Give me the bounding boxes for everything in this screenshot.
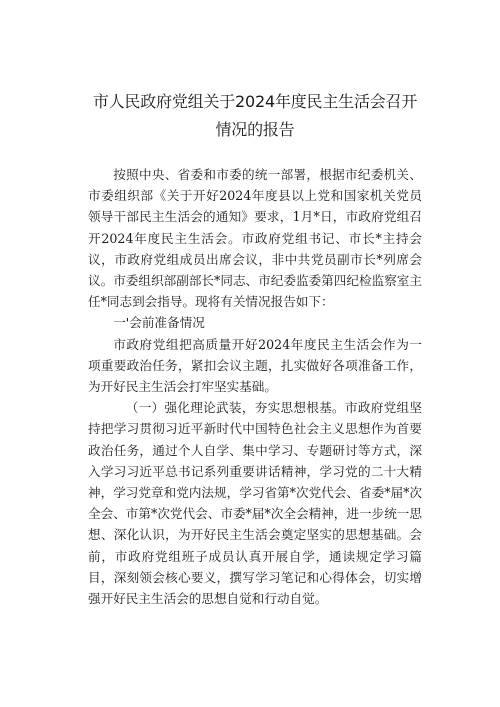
section-paragraph-preparation: 市政府党组把高质量开好2024年度民主生活会作为一项重要政治任务，紧扣会议主题，扎实做好各项准备工作，为开好民主生活会打牢坚实基础。	[88, 336, 422, 395]
intro-paragraph: 按照中央、省委和市委的统一部署，根据市纪委机关、市委组织部《关于开好2024年度县以上党和国家机关党员领导干部民主生活会的通知》要求，1月*日，市政府党组召开2024年度民主生活会。市政府党组书记、市长*主持会议，市政府党组成员出席会议，非中共党员副市长*列席会议。市委组织部副部长*同志、市纪委监委第四纪检监察室主任*同志到会指导。现将有关情况报告如下：	[88, 167, 422, 310]
subsection-paragraph-theory: （一）强化理论武装，夯实思想根基。市政府党组坚持把学习贯彻习近平新时代中国特色社会主义思想作为首要政治任务，通过个人自学、集中学习、专题研讨等方式，深入学习习近平总书记系列重要讲话精神，学习党的二十大精神，学习党章和党内法规，学习省第*次党代会、省委*届*次全会、市第*次党代会、市委*届*次全会精神，进一步统一思想、深化认识，为开好民主生活会奠定坚实的思想基础。会前，市政府党组班子成员认真开展自学，通读规定学习篇目，深刻领会核心要义，撰写学习笔记和心得体会，切实增强开好民主生活会的思想自觉和行动自觉。	[88, 400, 422, 607]
document-title: 市人民政府党组关于2024年度民主生活会召开情况的报告	[92, 92, 418, 139]
section-heading-preparation: 一'会前准备情况	[113, 315, 205, 331]
